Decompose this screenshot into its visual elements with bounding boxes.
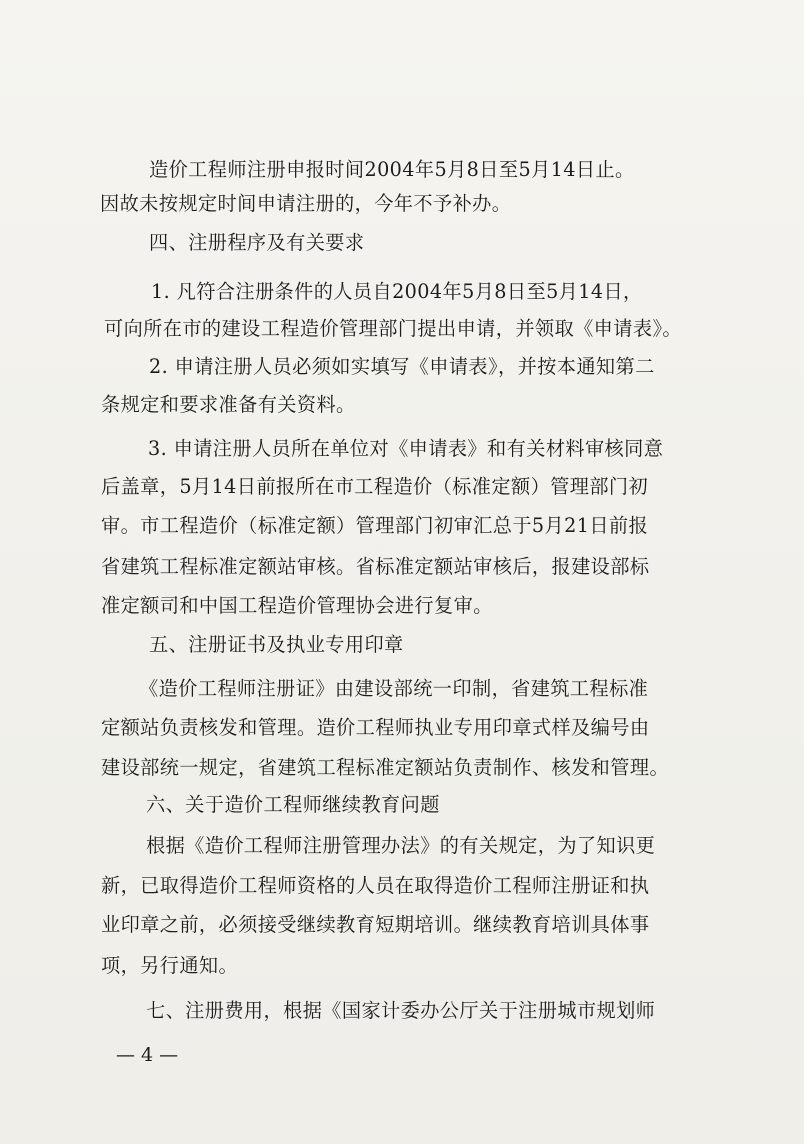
page-number: — 4 — [116, 1044, 179, 1066]
text-line-16: 建设部统一规定，省建筑工程标准定额站负责制作、核发和管理。 [101, 756, 670, 779]
text-line-18: 根据《造价工程师注册管理办法》的有关规定，为了知识更 [146, 834, 656, 857]
text-line-10: 审。市工程造价（标准定额）管理部门初审汇总于5月21日前报 [101, 514, 649, 537]
text-line-8: 3. 申请注册人员所在单位对《申请表》和有关材料审核同意 [148, 437, 664, 460]
text-line-19: 新，已取得造价工程师资格的人员在取得造价工程师注册证和执 [101, 874, 650, 897]
text-line-1: 造价工程师注册申报时间2004年5月8日至5月14日止。 [149, 158, 635, 181]
text-line-14: 《造价工程师注册证》由建设部统一印制，省建筑工程标准 [139, 677, 649, 700]
section-heading-4: 四、注册程序及有关要求 [149, 231, 365, 254]
text-line-9: 后盖章，5月14日前报所在市工程造价（标准定额）管理部门初 [101, 475, 649, 498]
text-line-7: 条规定和要求准备有关资料。 [101, 393, 356, 416]
section-heading-6: 六、关于造价工程师继续教育问题 [146, 793, 440, 816]
text-line-15: 定额站负责核发和管理。造价工程师执业专用印章式样及编号由 [101, 716, 650, 739]
text-line-22: 七、注册费用，根据《国家计委办公厅关于注册城市规划师 [146, 999, 656, 1022]
text-line-12: 准定额司和中国工程造价管理协会进行复审。 [101, 594, 493, 617]
text-line-6: 2. 申请注册人员必须如实填写《申请表》，并按本通知第二 [149, 355, 655, 378]
text-line-2: 因故未按规定时间申请注册的，今年不予补办。 [100, 192, 512, 215]
text-line-5: 可向所在市的建设工程造价管理部门提出申请，并领取《申请表》。 [104, 317, 683, 340]
text-line-4: 1. 凡符合注册条件的人员自2004年5月8日至5月14日， [151, 280, 643, 303]
section-heading-5: 五、注册证书及执业专用印章 [149, 633, 404, 656]
text-line-11: 省建筑工程标准定额站审核。省标准定额站审核后，报建设部标 [101, 555, 650, 578]
text-line-21: 项，另行通知。 [101, 954, 239, 977]
text-line-20: 业印章之前，必须接受继续教育短期培训。继续教育培训具体事 [101, 913, 650, 936]
